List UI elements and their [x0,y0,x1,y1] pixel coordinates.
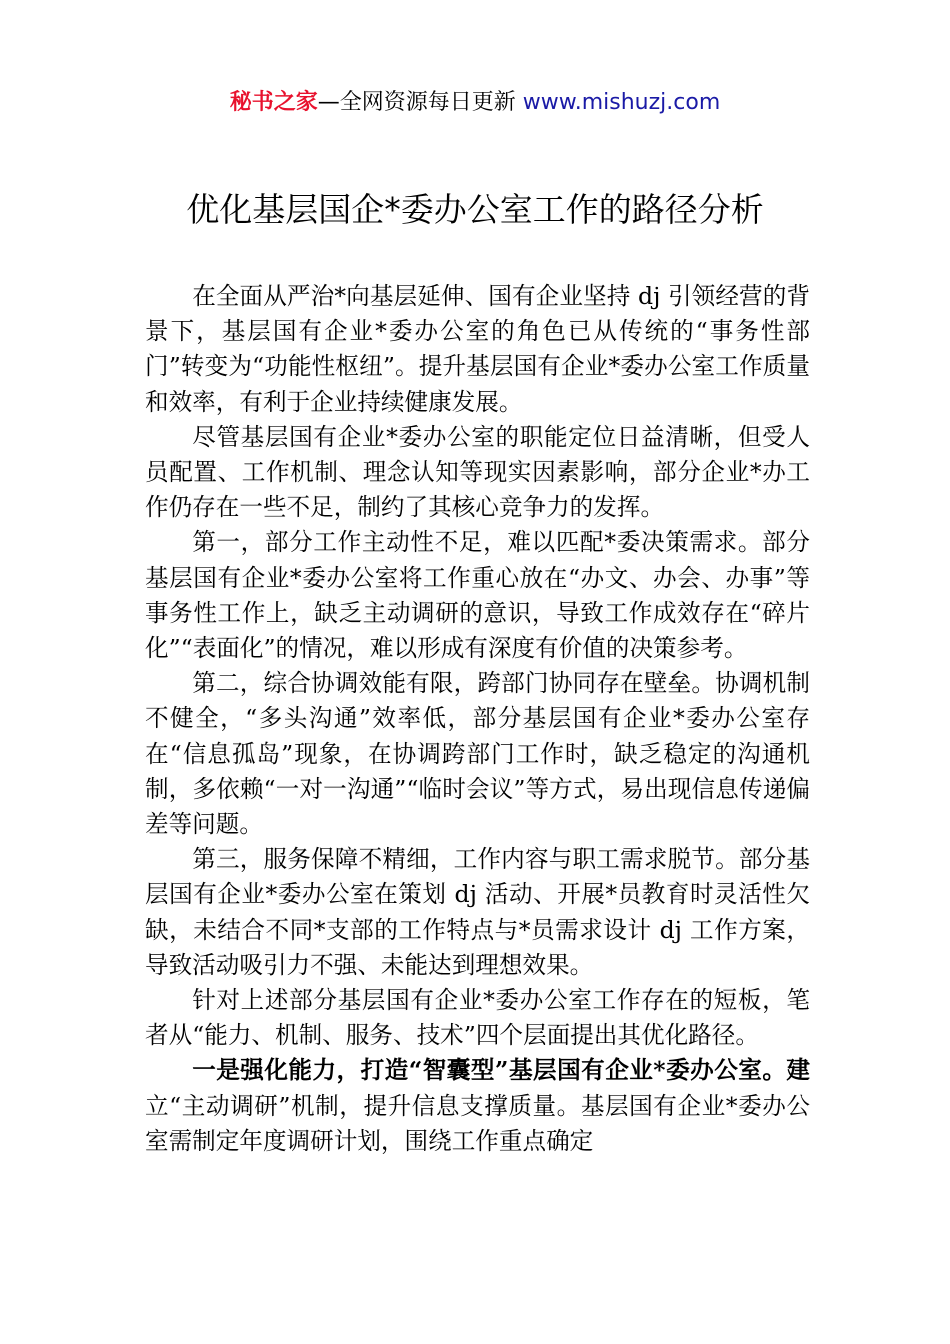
paragraph: 针对上述部分基层国有企业*委办公室工作存在的短板，笔者从“能力、机制、服务、技术”四个层面提出其优化路径。 [145,986,810,1050]
site-header [0,86,950,120]
site-brand: 秘书之家 [229,90,318,115]
paragraph: 在全面从严治*向基层延伸、国有企业坚持 dj 引领经营的背景下，基层国有企业*委办公室的角色已从传统的“事务性部门”转变为“功能性枢纽”。提升基层国有企业*委办公室工作质量和效率，有利于企业持续健康发展。 [145,282,810,416]
document-title: 优化基层国企*委办公室工作的路径分析 [186,190,764,229]
section-text: 立“主动调研”机制，提升信息支撑质量。基层国有企业*委办公室需制定年度调研计划，围绕工作重点确定 [145,1091,810,1155]
site-tagline: —全网资源每日更新 [317,90,523,115]
paragraph: 尽管基层国有企业*委办公室的职能定位日益清晰，但受人员配置、工作机制、理念认知等现实因素影响，部分企业*办工作仍存在一些不足，制约了其核心竞争力的发挥。 [145,422,810,522]
paragraph-final [145,1053,810,1159]
paragraph: 第三，服务保障不精细，工作内容与职工需求脱节。部分基层国有企业*委办公室在策划 dj 活动、开展*员教育时灵活性欠缺，未结合不同*支部的工作特点与*员需求设计 dj 工作方案，导致活动吸引力不强、未能达到理想效果。 [145,845,810,979]
paragraph: 第一，部分工作主动性不足，难以匹配*委决策需求。部分基层国有企业*委办公室将工作重心放在“办文、办会、办事”等事务性工作上，缺乏主动调研的意识，导致工作成效存在“碎片化”“表面化”的情况，难以形成有深度有价值的决策参考。 [145,528,810,663]
site-url[interactable]: www.mishuzj.com [522,90,721,115]
section-heading: 一是强化能力，打造“智囊型”基层国有企业*委办公室。建 [192,1056,810,1085]
document-body [145,279,810,1159]
paragraph: 第二，综合协调效能有限，跨部门协同存在壁垒。协调机制不健全，“多头沟通”效率低，部分基层国有企业*委办公室存在“信息孤岛”现象，在协调跨部门工作时，缺乏稳定的沟通机制，多依赖“一对一沟通”“临时会议”等方式，易出现信息传递偏差等问题。 [145,669,810,839]
